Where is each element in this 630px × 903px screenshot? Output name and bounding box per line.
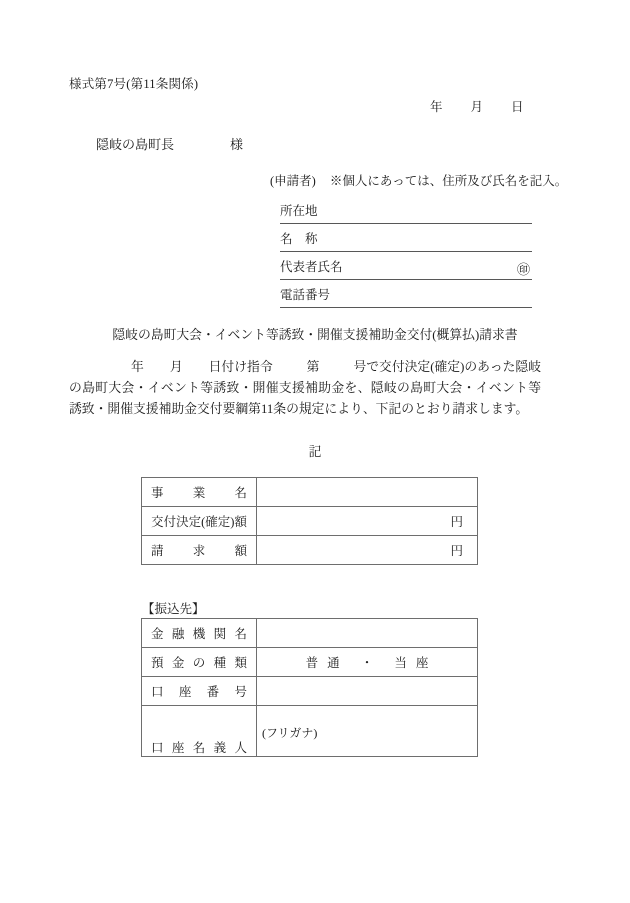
applicant-field-name-label: 名 称	[280, 231, 318, 246]
bank-section-heading: 【振込先】	[142, 602, 205, 616]
project-name-label: 事業名	[151, 486, 247, 500]
table-row	[142, 507, 478, 536]
form-number: 様式第7号(第11条関係)	[69, 77, 199, 91]
body-order-label: 日付け指令	[208, 360, 273, 374]
applicant-note-text: ※個人にあっては、住所及び氏名を記入。	[329, 174, 568, 188]
addressee-honorific: 様	[230, 137, 244, 152]
project-name-value-cell[interactable]	[257, 478, 478, 507]
bank-table	[141, 618, 478, 757]
table-row	[142, 619, 478, 648]
date-line	[430, 97, 524, 115]
applicant-field-address-label: 所在地	[280, 203, 318, 218]
claim-amount-unit: 円	[450, 544, 463, 558]
document-title: 隠岐の島町大会・イベント等誘致・開催支援補助金交付(概算払)請求書	[112, 328, 518, 342]
account-type-options: 普通 ・ 当座	[305, 656, 438, 670]
bank-institution-label: 金融機関名	[151, 627, 247, 641]
addressee-name: 隠岐の島町長	[96, 137, 175, 152]
decided-amount-value-cell[interactable]	[257, 507, 478, 536]
bank-institution-value-cell[interactable]	[257, 619, 478, 648]
date-month-label: 月	[470, 100, 484, 114]
claim-amount-label-cell	[142, 536, 257, 565]
account-type-label-cell	[142, 648, 257, 677]
account-holder-label-cell	[142, 706, 257, 757]
account-holder-value-cell[interactable]	[257, 706, 478, 757]
addressee-line	[96, 134, 243, 153]
table-row	[142, 478, 478, 507]
applicant-field-phone-label: 電話番号	[280, 287, 331, 302]
project-table	[141, 477, 478, 565]
table-row	[142, 536, 478, 565]
account-number-value-cell[interactable]	[257, 677, 478, 706]
account-type-label: 預金の種類	[151, 656, 247, 670]
applicant-field-address[interactable]	[280, 196, 532, 224]
applicant-fields	[280, 196, 532, 308]
account-holder-label: 口座名義人	[151, 741, 247, 755]
body-paragraph	[69, 357, 541, 420]
ki-marker: 記	[308, 445, 322, 459]
bank-institution-label-cell	[142, 619, 257, 648]
furigana-hint: (フリガナ)	[262, 726, 318, 740]
body-number-prefix: 第	[306, 360, 320, 374]
table-row	[142, 648, 478, 677]
body-year: 年	[131, 360, 144, 374]
applicant-note	[270, 171, 567, 189]
account-type-value-cell[interactable]	[257, 648, 478, 677]
body-line2: 島町大会・イベント等誘致・開催支援補助金を、隠岐の島町大会・イベント等誘致・開催	[69, 381, 542, 416]
applicant-field-phone[interactable]	[280, 280, 532, 308]
body-line1-tail: 号で交付決定(確定)のあった隠岐の	[69, 360, 542, 395]
claim-amount-value-cell[interactable]	[257, 536, 478, 565]
body-line3: 支援補助金交付要綱第11条の規定により、下記のとおり請求します。	[132, 402, 529, 416]
account-number-label: 口座番号	[151, 685, 247, 699]
body-month: 月	[169, 360, 183, 374]
applicant-note-label: (申請者)	[270, 174, 316, 188]
applicant-field-name[interactable]	[280, 224, 532, 252]
applicant-field-representative-label: 代表者氏名	[280, 259, 343, 274]
applicant-field-representative[interactable]	[280, 252, 532, 280]
decided-amount-label-cell	[142, 507, 257, 536]
decided-amount-unit: 円	[450, 515, 463, 529]
account-number-label-cell	[142, 677, 257, 706]
seal-stamp-icon: ㊞	[516, 262, 530, 277]
date-year-label: 年	[430, 100, 443, 114]
date-day-label: 日	[511, 100, 524, 114]
table-row	[142, 706, 478, 757]
claim-amount-label: 請求額	[151, 544, 247, 558]
table-row	[142, 677, 478, 706]
decided-amount-label: 交付決定(確定)額	[151, 515, 247, 529]
project-name-label-cell	[142, 478, 257, 507]
